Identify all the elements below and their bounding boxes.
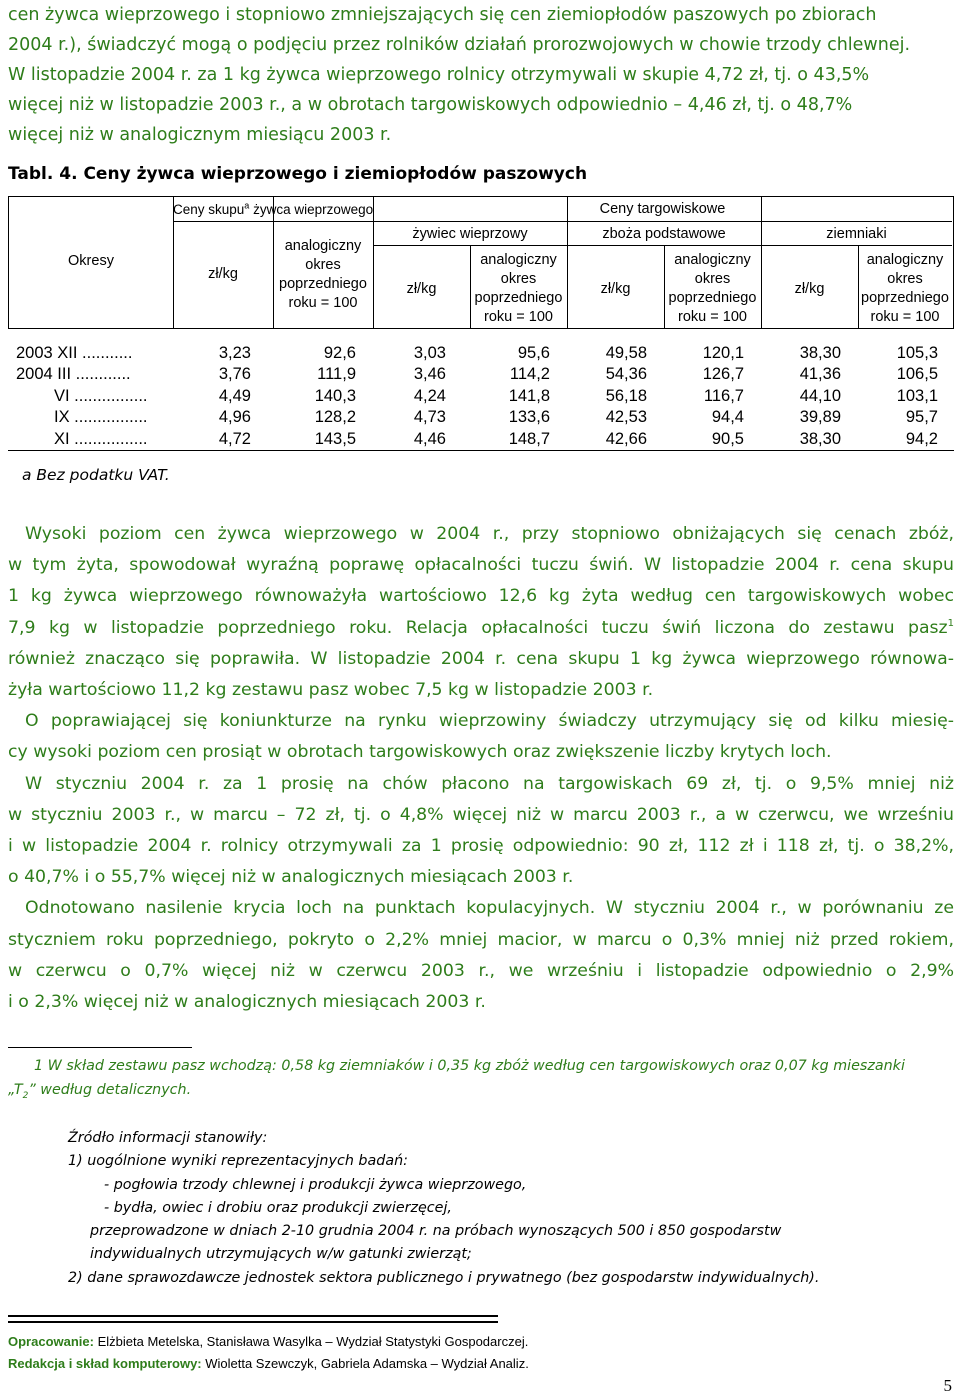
sources-line: 1) uogólnione wyniki reprezentacyjnych badań: xyxy=(68,1153,408,1170)
footnote-rule xyxy=(8,1047,192,1048)
header-ziemniaki: ziemniaki xyxy=(826,226,887,242)
value-cell: 90,5 xyxy=(711,429,744,448)
period-cell: VI ................ xyxy=(54,386,148,405)
credit-redakcja: Redakcja i skład komputerowy: Wioletta Szewczyk, Gabriela Adamska – Wydział Analiz. xyxy=(8,1356,529,1371)
table-note: a Bez podatku VAT. xyxy=(22,466,170,484)
header-zywiec: żywiec wieprzowy xyxy=(412,226,528,242)
body-line: Odnotowano nasilenie krycia loch na punktach kopulacyjnych. W styczniu 2004 r., w porównaniu ze xyxy=(25,898,954,919)
value-cell: 95,6 xyxy=(517,344,550,362)
value-cell: 103,1 xyxy=(896,386,938,405)
body-line: i o 2,3% więcej niż w analogicznych miesiącach 2003 r. xyxy=(8,992,486,1013)
sources-line: indywidualnych utrzymujących w/w gatunki zwierząt; xyxy=(90,1246,472,1263)
value-cell: 39,89 xyxy=(799,408,841,427)
intro-paragraph xyxy=(8,0,954,150)
intro-line: więcej niż w analogicznym miesiącu 2003 r. xyxy=(8,125,392,145)
period-cell: 2003 XII ........... xyxy=(16,344,133,362)
value-cell: 120,1 xyxy=(702,344,744,362)
header-okresy: Okresy xyxy=(68,253,114,269)
value-cell: 94,4 xyxy=(711,408,744,427)
value-cell: 94,2 xyxy=(905,429,938,448)
sources-line: - bydła, owiec i drobiu oraz produkcji zwierzęcej, xyxy=(104,1199,452,1216)
intro-line: W listopadzie 2004 r. za 1 kg żywca wieprzowego rolnicy otrzymywali w skupie 4,72 zł, tj. o 43,5% xyxy=(8,65,870,85)
table-title: Tabl. 4. Ceny żywca wieprzowego i ziemiopłodów paszowych xyxy=(8,164,588,184)
body-line: również znacząco się poprawiła. W listopadzie 2004 r. cena skupu 1 kg żywca wieprzowego równowa- xyxy=(8,648,954,669)
body-line: cy wysoki poziom cen prosiąt w obrotach targowiskowych oraz zwiększenie liczby krytych loch. xyxy=(8,742,832,763)
header-rule xyxy=(173,221,952,222)
period-cell: IX ................ xyxy=(54,408,148,427)
body-line: 7,9 kg w listopadzie poprzedniego roku. Relacja opłacalności tuczu świń liczona do zestawu pasz$^1$ xyxy=(8,617,954,638)
table-bottom-rule xyxy=(8,450,954,451)
value-cell: 4,72 xyxy=(218,429,251,448)
table-row xyxy=(8,365,954,386)
value-cell: 3,46 xyxy=(413,365,446,384)
body-line: w tym żyta, spowodował wyraźną poprawę opłacalności tuczu świń. W listopadzie 2004 r. cena skupu xyxy=(8,555,954,576)
footnote-line: 1 W skład zestawu pasz wchodzą: 0,58 kg ziemniaków i 0,35 kg zbóż według cen targowiskowych oraz 0,07 kg mieszanki xyxy=(34,1058,905,1074)
header-targ-group: Ceny targowiskowe xyxy=(599,201,726,217)
value-cell: 56,18 xyxy=(605,386,647,405)
body-line: i w listopadzie 2004 r. rolnicy otrzymywali za 1 prosię odpowiednio: 90 zł, 112 zł i 118 zł, tj. o 38,2%, xyxy=(8,836,954,857)
value-cell: 4,96 xyxy=(218,408,251,427)
value-cell: 111,9 xyxy=(317,365,356,384)
period-cell: XI ................ xyxy=(54,429,148,448)
period-cell: 2004 III ............ xyxy=(16,365,131,384)
credit-opracowanie: Opracowanie: Elżbieta Metelska, Stanisława Wasylka – Wydział Statystyki Gospodarczej. xyxy=(8,1334,529,1349)
body-line: W styczniu 2004 r. za 1 prosię na chów płacono na targowiskach 69 zł, tj. o 9,5% mniej niż xyxy=(25,773,954,794)
footnote-ref: 1 xyxy=(947,617,954,629)
table-row xyxy=(8,387,954,408)
value-cell: 116,7 xyxy=(703,386,744,405)
body-paragraphs xyxy=(8,519,954,1018)
credits-rule xyxy=(8,1315,498,1323)
body-line: w czerwcu o 0,7% więcej niż w czerwcu 2003 r., we wrześniu i listopadzie odpowiednio o 2,9% xyxy=(8,960,954,981)
value-cell: 3,03 xyxy=(413,344,446,362)
value-cell: 92,6 xyxy=(323,344,356,362)
body-line: Wysoki poziom cen żywca wieprzowego w 2004 r., przy stopniowo obniżających się cenach zbóż, xyxy=(25,524,954,544)
value-cell: 133,6 xyxy=(508,408,550,427)
value-cell: 49,58 xyxy=(605,344,647,362)
sources-line: - pogłowia trzody chlewnej i produkcji żywca wieprzowego, xyxy=(104,1176,527,1193)
intro-line: więcej niż w listopadzie 2003 r., a w obrotach targowiskowych odpowiednio – 4,46 zł, tj. o 48,7% xyxy=(8,95,853,115)
value-cell: 38,30 xyxy=(799,344,841,362)
header-analog: analogiczny okres poprzedniego roku = 100 xyxy=(279,238,367,311)
value-cell: 42,53 xyxy=(605,408,647,427)
body-line: 1 kg żywca wieprzowego równoważyła wartościowo 12,6 kg żyta według cen targowiskowych wobec xyxy=(8,586,954,607)
body-line: styczniem roku poprzedniego, pokryto o 2,2% mniej macior, w marcu o 0,3% mniej niż przed rokiem, xyxy=(8,929,954,950)
sources-line: przeprowadzone w dniach 2-10 grudnia 2004 r. na próbach wynoszących 500 i 850 gospodarstw xyxy=(90,1223,782,1240)
body-line: żyła wartościowo 11,2 kg zestawu pasz wobec 7,5 kg w listopadzie 2003 r. xyxy=(8,680,654,701)
value-cell: 4,49 xyxy=(218,386,251,405)
value-cell: 148,7 xyxy=(508,429,550,448)
value-cell: 141,8 xyxy=(508,386,550,405)
sources-heading: Źródło informacji stanowiły: xyxy=(68,1130,268,1146)
body-line: O poprawiającej się koniunkturze na rynku wieprzowiny świadczy utrzymujący się od kilku miesię- xyxy=(25,711,954,732)
header-skup-group: Ceny skupu$^a$ żywca wieprzowego xyxy=(173,200,374,217)
value-cell: 3,23 xyxy=(218,344,251,362)
value-cell: 95,7 xyxy=(905,408,938,427)
header-zlkg: zł/kg xyxy=(794,281,825,297)
value-cell: 114,2 xyxy=(509,365,550,384)
body-line: w styczniu 2003 r., w marcu – 72 zł, tj. o 4,8% więcej niż w marcu 2003 r., a w czerwcu, we wrześniu xyxy=(8,804,954,825)
value-cell: 4,73 xyxy=(413,408,446,427)
header-zboza: zboża podstawowe xyxy=(602,226,726,242)
price-table xyxy=(8,196,954,448)
table-row xyxy=(8,344,954,365)
value-cell: 140,3 xyxy=(314,386,356,405)
value-cell: 106,5 xyxy=(896,365,938,384)
value-cell: 3,76 xyxy=(218,365,251,384)
value-cell: 143,5 xyxy=(314,429,356,448)
value-cell: 38,30 xyxy=(799,429,841,448)
footnote-1 xyxy=(8,1054,958,1108)
header-rule xyxy=(373,245,952,246)
header-analog: analogiczny okres poprzedniego roku = 100 xyxy=(474,252,563,325)
table-row xyxy=(8,430,954,451)
value-cell: 4,24 xyxy=(413,386,446,405)
page-number: 5 xyxy=(943,1376,952,1395)
table-body xyxy=(8,344,954,451)
value-cell: 41,36 xyxy=(799,365,841,384)
value-cell: 126,7 xyxy=(702,365,744,384)
footnote-line: $„T_2$” według detalicznych. xyxy=(8,1082,192,1101)
header-zlkg: zł/kg xyxy=(406,281,437,297)
sources-block xyxy=(68,1127,819,1290)
value-cell: 44,10 xyxy=(799,386,841,405)
header-analog: analogiczny okres poprzedniego roku = 100 xyxy=(861,252,949,325)
value-cell: 128,2 xyxy=(314,408,356,427)
header-analog: analogiczny okres poprzedniego roku = 100 xyxy=(668,252,757,325)
value-cell: 54,36 xyxy=(605,365,647,384)
intro-line: cen żywca wieprzowego i stopniowo zmniejszających się cen ziemiopłodów paszowych po zbiorach xyxy=(8,5,877,25)
header-zlkg: zł/kg xyxy=(600,281,631,297)
header-zlkg: zł/kg xyxy=(208,266,238,282)
table-header xyxy=(8,196,954,329)
intro-line: 2004 r.), świadczyć mogą o podjęciu przez rolników działań prorozwojowych w chowie trzody chlewnej. xyxy=(8,35,911,55)
body-line: o 40,7% i o 55,7% więcej niż w analogicznych miesiącach 2003 r. xyxy=(8,867,574,888)
value-cell: 4,46 xyxy=(413,429,446,448)
value-cell: 42,66 xyxy=(605,429,647,448)
value-cell: 105,3 xyxy=(896,344,938,362)
sources-line: 2) dane sprawozdawcze jednostek sektora publicznego i prywatnego (bez gospodarstw indywidualnych). xyxy=(68,1269,820,1286)
table-row xyxy=(8,408,954,429)
